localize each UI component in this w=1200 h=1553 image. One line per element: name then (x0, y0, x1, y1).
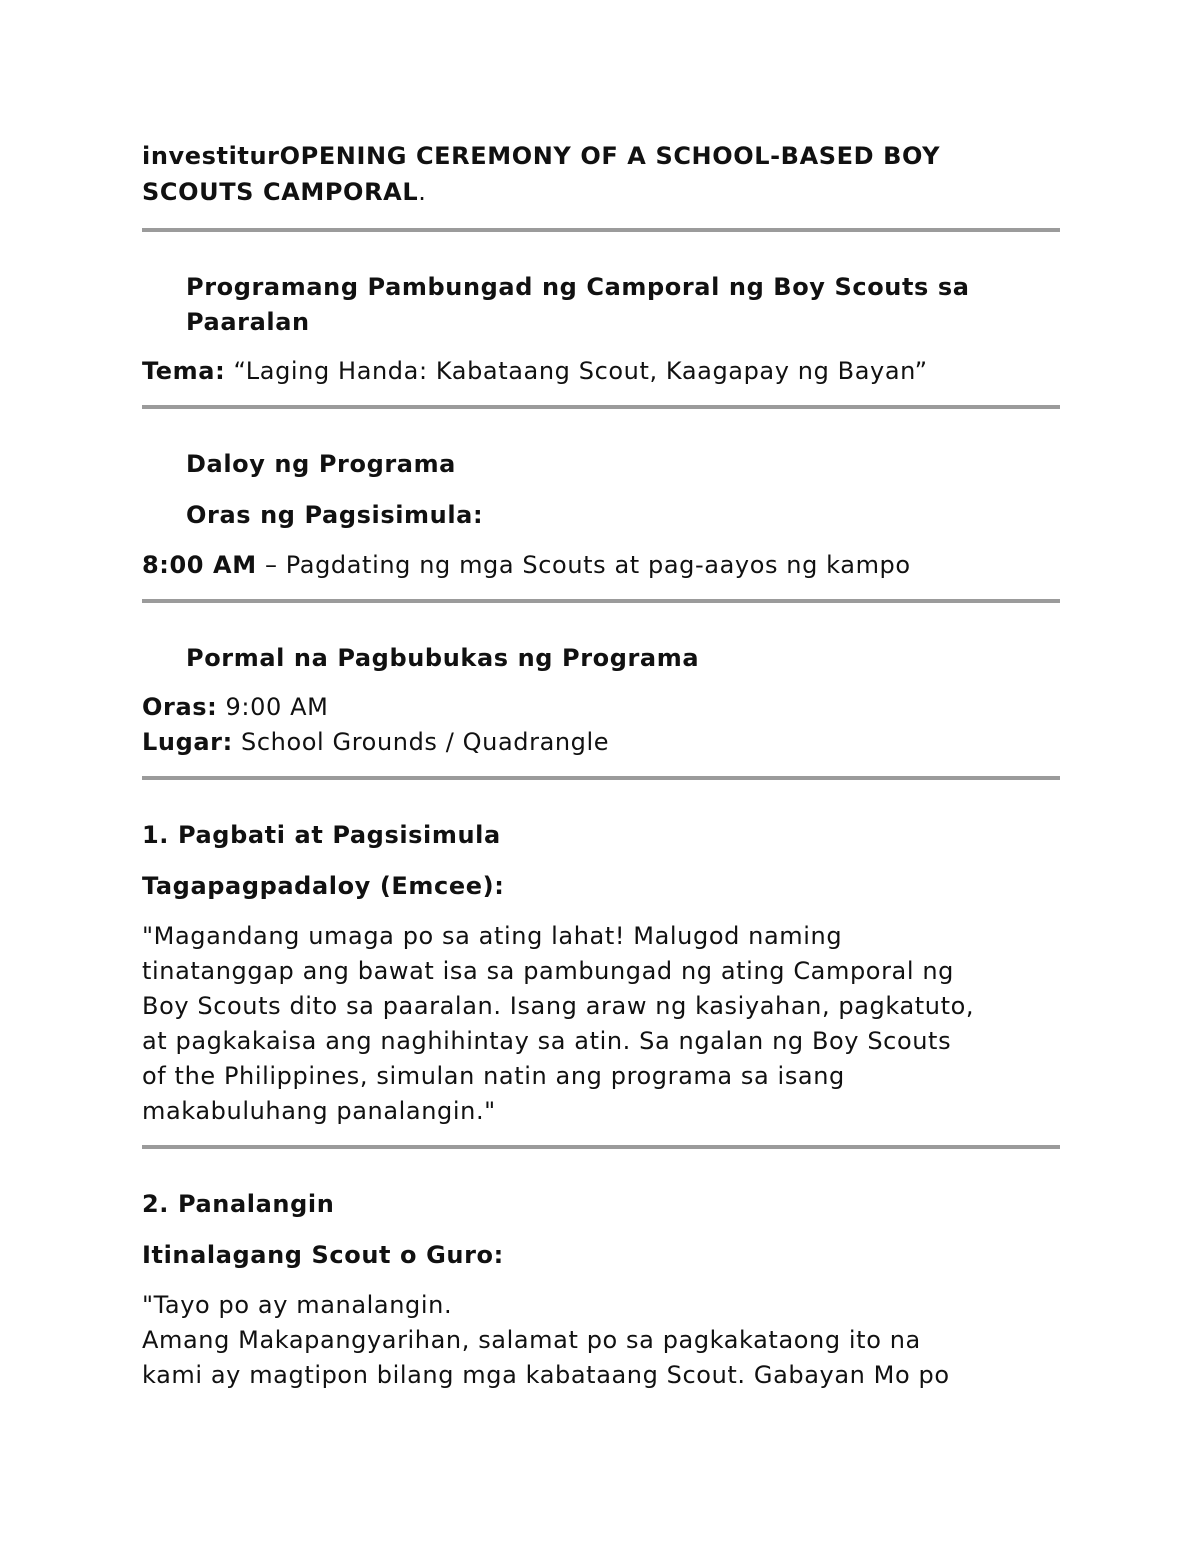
prayer-line: "Tayo po ay manalangin. (142, 1291, 453, 1319)
title-main: OPENING CEREMONY OF A SCHOOL-BASED BOY SCOUTS CAMPORAL (142, 142, 941, 206)
oras-value: 9:00 AM (217, 693, 329, 721)
oras-line (142, 690, 1060, 725)
oras-label: Oras: (142, 693, 218, 721)
lugar-line (142, 725, 1060, 760)
schedule-line (142, 548, 1060, 583)
lugar-value: School Grounds / Quadrangle (232, 728, 610, 756)
speech-line: Boy Scouts dito sa paaralan. Isang araw ng kasiyahan, pagkatuto, (142, 992, 975, 1020)
tema-value: “Laging Handa: Kabataang Scout, Kaagapay ng Bayan” (225, 357, 928, 385)
speaker-role: Tagapagpadaloy (Emcee): (142, 872, 505, 900)
title-period: . (418, 178, 427, 206)
section-heading: Programang Pambungad ng Camporal ng Boy Scouts sa Paaralan (186, 273, 970, 336)
prayer-paragraph (142, 1288, 1060, 1393)
speech-line: "Magandang umaga po sa ating lahat! Malugod naming (142, 922, 843, 950)
speaker-role: Itinalagang Scout o Guro: (142, 1241, 504, 1269)
divider (142, 1145, 1060, 1149)
title-prefix: investitur (142, 142, 280, 170)
section-heading: 2. Panalangin (142, 1190, 335, 1218)
document-page (142, 138, 1060, 1393)
divider (142, 228, 1060, 232)
speech-paragraph (142, 919, 1060, 1129)
divider (142, 776, 1060, 780)
section-heading: 1. Pagbati at Pagsisimula (142, 821, 501, 849)
prayer-line: Amang Makapangyarihan, salamat po sa pagkakataong ito na (142, 1326, 921, 1354)
speech-line: at pagkakaisa ang naghihintay sa atin. Sa ngalan ng Boy Scouts (142, 1027, 952, 1055)
speech-line: of the Philippines, simulan natin ang programa sa isang (142, 1062, 845, 1090)
prayer-line: kami ay magtipon bilang mga kabataang Scout. Gabayan Mo po (142, 1361, 950, 1389)
section-heading: Pormal na Pagbubukas ng Programa (186, 644, 700, 672)
tema-label: Tema: (142, 357, 226, 385)
schedule-time: 8:00 AM (142, 551, 257, 579)
section-heading: Daloy ng Programa (186, 450, 456, 478)
document-title (142, 138, 1060, 210)
speech-line: makabuluhang panalangin." (142, 1097, 496, 1125)
divider (142, 599, 1060, 603)
schedule-activity: – Pagdating ng mga Scouts at pag-aayos ng kampo (256, 551, 911, 579)
speech-line: tinatanggap ang bawat isa sa pambungad ng ating Camporal ng (142, 957, 955, 985)
tema-line (142, 354, 1060, 389)
divider (142, 405, 1060, 409)
section-subheading: Oras ng Pagsisimula: (186, 501, 484, 529)
lugar-label: Lugar: (142, 728, 233, 756)
